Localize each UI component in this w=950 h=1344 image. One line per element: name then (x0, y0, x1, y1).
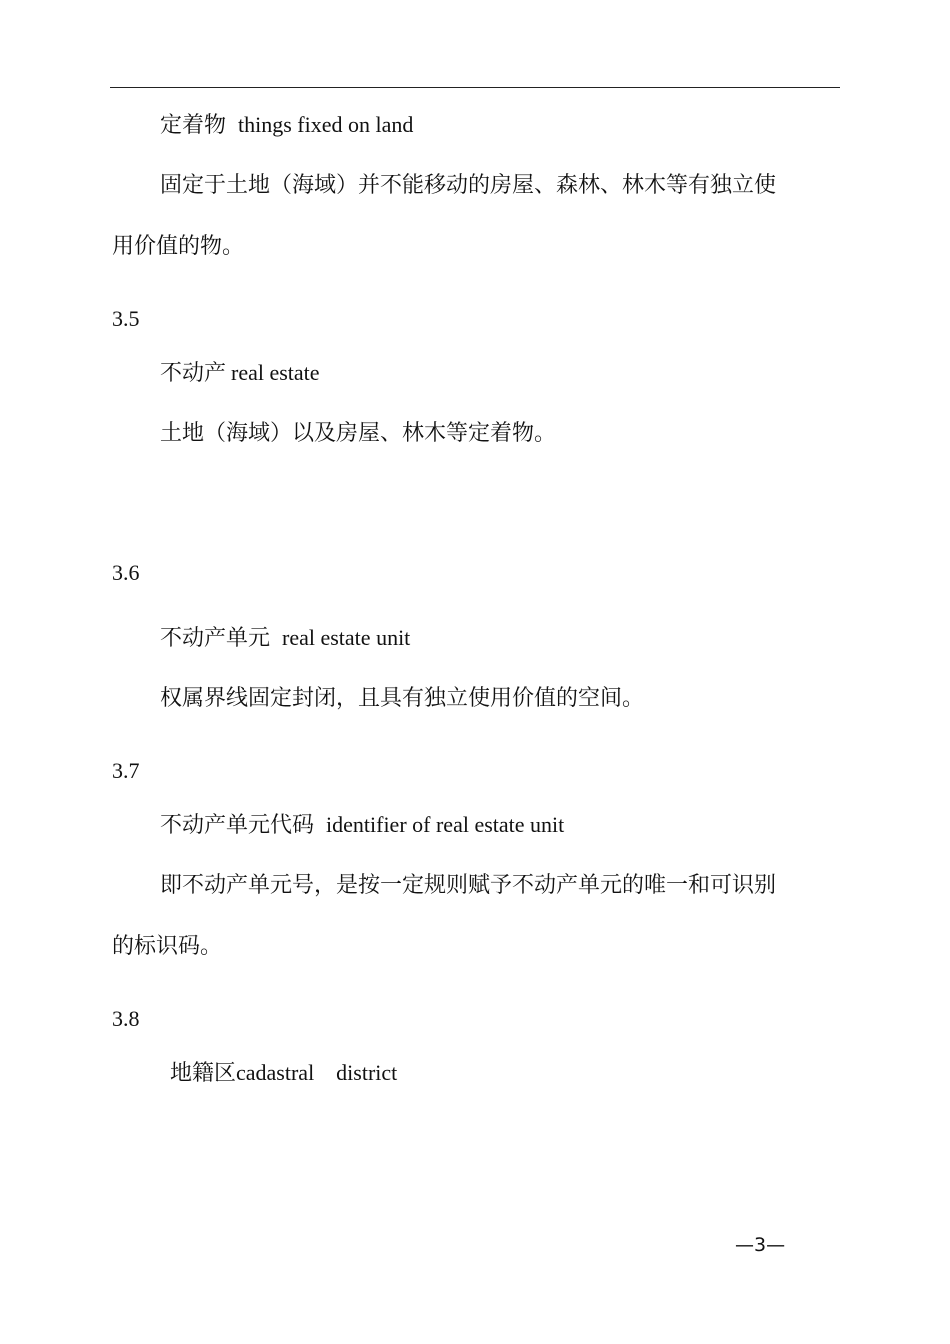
term-en: things fixed on land (238, 112, 414, 137)
term-real-estate (160, 358, 320, 389)
definition-line: 的标识码。 (112, 934, 223, 959)
header-rule (110, 87, 840, 88)
term-real-estate-unit (160, 623, 410, 654)
term-identifier-of-real-estate-unit (160, 810, 564, 841)
term-en: cadastral district (236, 1060, 398, 1085)
term-zh: 地籍区 (170, 1061, 237, 1086)
term-en: identifier of real estate unit (326, 812, 565, 837)
definition-line: 固定于土地（海域）并不能移动的房屋、森林、林木等有独立使 (160, 173, 777, 198)
page-number: —3— (735, 1234, 786, 1256)
definition-line: 权属界线固定封闭，且具有独立使用价值的空间。 (160, 686, 645, 711)
term-zh: 定着物 (160, 113, 227, 138)
term-zh: 不动产单元 (160, 626, 271, 651)
term-zh: 不动产 (160, 361, 227, 386)
term-en: real estate (231, 360, 320, 385)
term-zh: 不动产单元代码 (160, 813, 315, 838)
clause-number: 3.5 (112, 306, 140, 331)
clause-number: 3.6 (112, 560, 140, 585)
definition-line: 用价值的物。 (112, 234, 245, 259)
term-cadastral-district (170, 1058, 397, 1089)
clause-number: 3.7 (112, 758, 140, 783)
term-things-fixed-on-land (160, 110, 413, 141)
clause-number: 3.8 (112, 1006, 140, 1031)
term-en: real estate unit (282, 625, 411, 650)
definition-line: 即不动产单元号，是按一定规则赋予不动产单元的唯一和可识别 (160, 873, 777, 898)
definition-line: 土地（海域）以及房屋、林木等定着物。 (160, 421, 557, 446)
